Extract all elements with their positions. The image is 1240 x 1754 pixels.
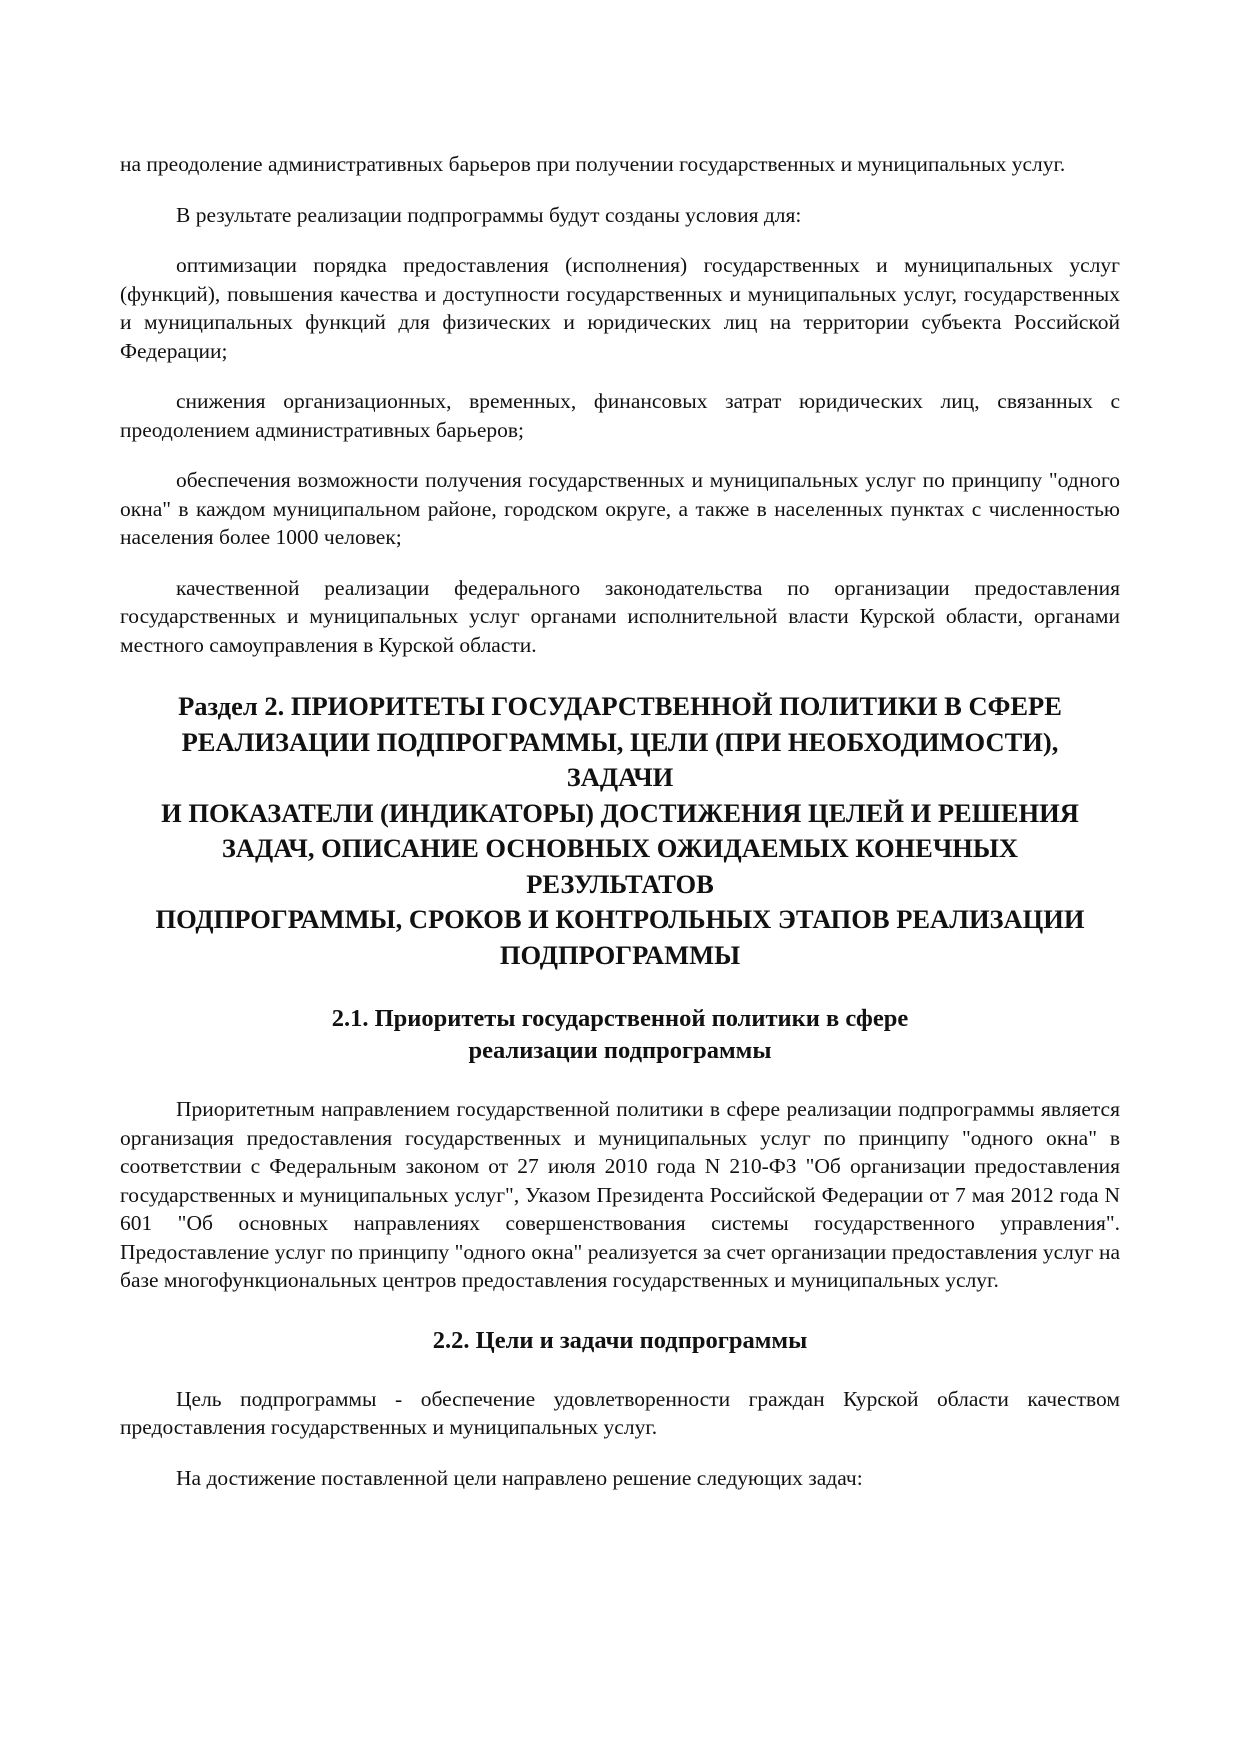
section-heading-line: ПОДПРОГРАММЫ [499, 939, 741, 970]
paragraph-continuation: на преодоление административных барьеров при получении государственных и муниципальных услуг. [120, 152, 1066, 176]
paragraph-federal-law: качественной реализации федерального законодательства по организации предоставления государственных и муниципальных услуг органами исполнительной власти Курской области, органами местного самоуправления в Курской области. [120, 575, 1120, 657]
document-page [120, 150, 1120, 1514]
paragraph-tasks-intro: На достижение поставленной цели направлено решение следующих задач: [176, 1465, 863, 1490]
section-heading-line: РЕАЛИЗАЦИИ ПОДПРОГРАММЫ, ЦЕЛИ (ПРИ НЕОБХОДИМОСТИ), [181, 726, 1059, 757]
section-2-heading [120, 689, 1120, 973]
paragraph-priorities: Приоритетным направлением государственной политики в сфере реализации подпрограммы является организация предоставления государственных и муниципальных услуг по принципу "одного окна" в соответствии с Федеральным законом от 27 июля 2010 года N 210-ФЗ "Об организации предоставления государственных и муниципальных услуг", Указом Президента Российской Федерации от 7 мая 2012 года N 601 "Об основных направлениях совершенствования системы государственного управления". Предоставление услуг по принципу "одного окна" реализуется за счет организации предоставления услуг на базе многофункциональных центров предоставления государственных и муниципальных услуг. [120, 1097, 1120, 1292]
paragraph-intro-conditions: В результате реализации подпрограммы будут созданы условия для: [176, 202, 802, 227]
section-heading-line: РЕЗУЛЬТАТОВ [526, 868, 714, 899]
paragraph-one-window: обеспечения возможности получения государственных и муниципальных услуг по принципу "одного окна" в каждом муниципальном районе, городском округе, а также в населенных пунктах с численностью населения более 1000 человек; [120, 468, 1120, 549]
paragraph-optimization: оптимизации порядка предоставления (исполнения) государственных и муниципальных услуг (функций), повышения качества и доступности государственных и муниципальных услуг, государственных и муниципальных функций для физических и юридических лиц на территории субъекта Российской Федерации; [120, 253, 1120, 363]
subsection-heading-line: реализации подпрограммы [468, 1037, 772, 1064]
section-heading-line: И ПОКАЗАТЕЛИ (ИНДИКАТОРЫ) ДОСТИЖЕНИЯ ЦЕЛЕЙ И РЕШЕНИЯ [161, 797, 1079, 828]
subsection-2-2-heading: 2.2. Цели и задачи подпрограммы [432, 1326, 808, 1354]
section-heading-line: ПОДПРОГРАММЫ, СРОКОВ И КОНТРОЛЬНЫХ ЭТАПОВ РЕАЛИЗАЦИИ [155, 904, 1085, 934]
subsection-2-1-heading [120, 1003, 1120, 1067]
section-heading-line: ЗАДАЧИ [566, 762, 674, 792]
subsection-heading-line: 2.1. Приоритеты государственной политики в сфере [331, 1005, 909, 1032]
paragraph-cost-reduction: снижения организационных, временных, финансовых затрат юридических лиц, связанных с преодолением административных барьеров; [120, 389, 1120, 442]
paragraph-goal: Цель подпрограммы - обеспечение удовлетворенности граждан Курской области качеством предоставления государственных и муниципальных услуг. [120, 1386, 1120, 1439]
section-heading-line: Раздел 2. ПРИОРИТЕТЫ ГОСУДАРСТВЕННОЙ ПОЛИТИКИ В СФЕРЕ [178, 691, 1062, 721]
section-heading-line: ЗАДАЧ, ОПИСАНИЕ ОСНОВНЫХ ОЖИДАЕМЫХ КОНЕЧНЫХ [221, 833, 1019, 863]
